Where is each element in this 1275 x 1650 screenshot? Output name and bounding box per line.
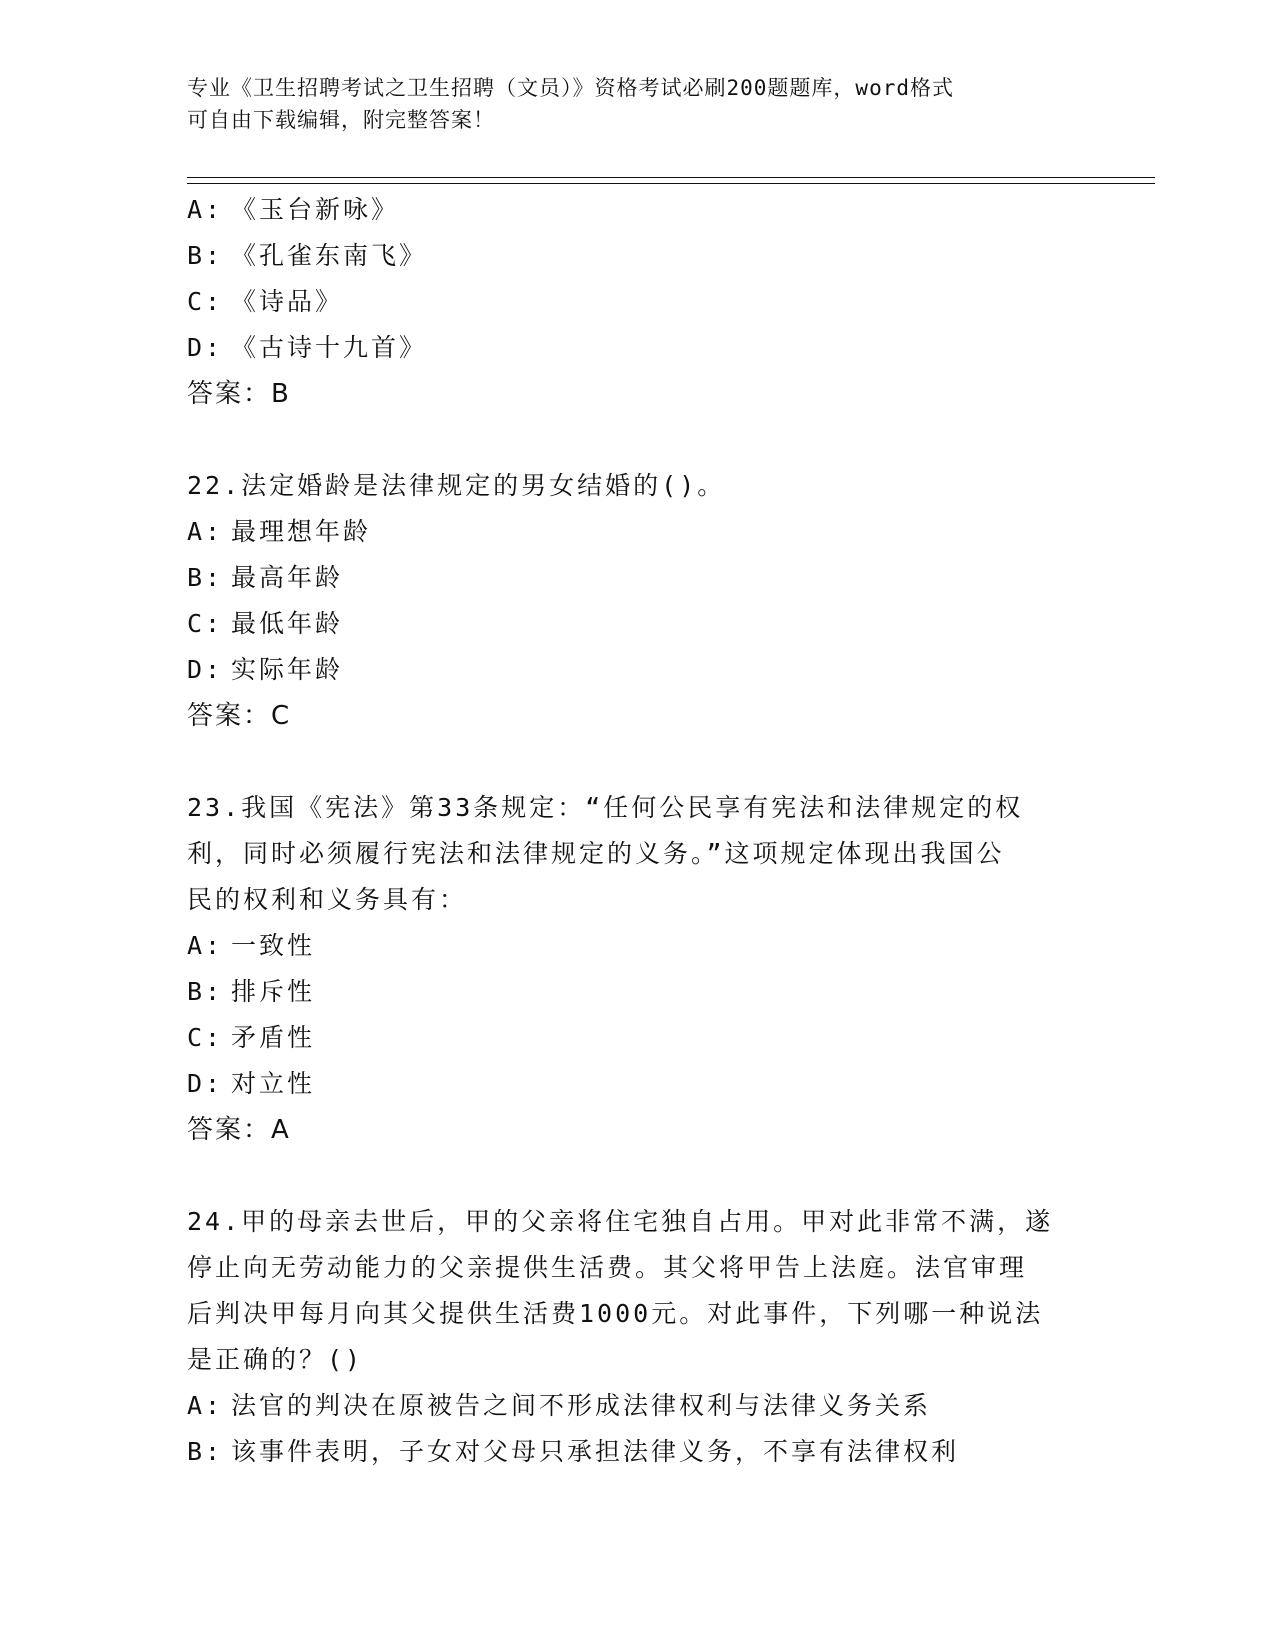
question-stem-line: 23.我国《宪法》第33条规定：“任何公民享有宪法和法律规定的权 bbox=[187, 793, 1024, 822]
question-stem: 22.法定婚龄是法律规定的男女结婚的()。 bbox=[187, 471, 726, 500]
spacer bbox=[187, 417, 1087, 463]
option-b: B: 最高年龄 bbox=[187, 563, 344, 592]
header-line-1: 专业《卫生招聘考试之卫生招聘（文员）》资格考试必刷200题题库，word格式 bbox=[187, 76, 954, 100]
question-list bbox=[187, 187, 1087, 1475]
question-24 bbox=[187, 1199, 1087, 1475]
option-a: A: 《玉台新咏》 bbox=[187, 195, 400, 224]
question-22 bbox=[187, 463, 1087, 739]
option-a: A: 最理想年龄 bbox=[187, 517, 372, 546]
question-23 bbox=[187, 785, 1087, 1153]
option-a: A: 法官的判决在原被告之间不形成法律权利与法律义务关系 bbox=[187, 1391, 932, 1420]
question-stem-line: 后判决甲每月向其父提供生活费1000元。对此事件，下列哪一种说法 bbox=[187, 1299, 1044, 1328]
answer-23: 答案：A bbox=[187, 1115, 291, 1145]
option-d: D: 对立性 bbox=[187, 1069, 316, 1098]
option-d: D: 实际年龄 bbox=[187, 655, 344, 684]
option-c: C: 最低年龄 bbox=[187, 609, 344, 638]
option-a: A: 一致性 bbox=[187, 931, 316, 960]
option-c: C: 《诗品》 bbox=[187, 287, 344, 316]
question-stem-line: 是正确的？() bbox=[187, 1345, 364, 1374]
option-b: B: 该事件表明，子女对父母只承担法律义务，不享有法律权利 bbox=[187, 1437, 960, 1466]
question-stem-line: 停止向无劳动能力的父亲提供生活费。其父将甲告上法庭。法官审理 bbox=[187, 1253, 1028, 1282]
question-stem-line: 民的权利和义务具有： bbox=[187, 885, 468, 914]
spacer bbox=[187, 739, 1087, 785]
option-b: B: 排斥性 bbox=[187, 977, 316, 1006]
option-c: C: 矛盾性 bbox=[187, 1023, 316, 1052]
answer-22: 答案：C bbox=[187, 701, 292, 731]
question-21 bbox=[187, 187, 1087, 417]
question-stem-line: 利，同时必须履行宪法和法律规定的义务。”这项规定体现出我国公 bbox=[187, 839, 1005, 868]
question-stem-line: 24.甲的母亲去世后，甲的父亲将住宅独自占用。甲对此非常不满，遂 bbox=[187, 1207, 1054, 1236]
option-b: B: 《孔雀东南飞》 bbox=[187, 241, 428, 270]
answer-21: 答案：B bbox=[187, 379, 291, 409]
spacer bbox=[187, 1153, 1087, 1199]
header-line-2: 可自由下载编辑，附完整答案！ bbox=[187, 108, 495, 132]
option-d: D: 《古诗十九首》 bbox=[187, 333, 428, 362]
header-divider bbox=[187, 177, 1155, 184]
document-header bbox=[187, 72, 1067, 136]
